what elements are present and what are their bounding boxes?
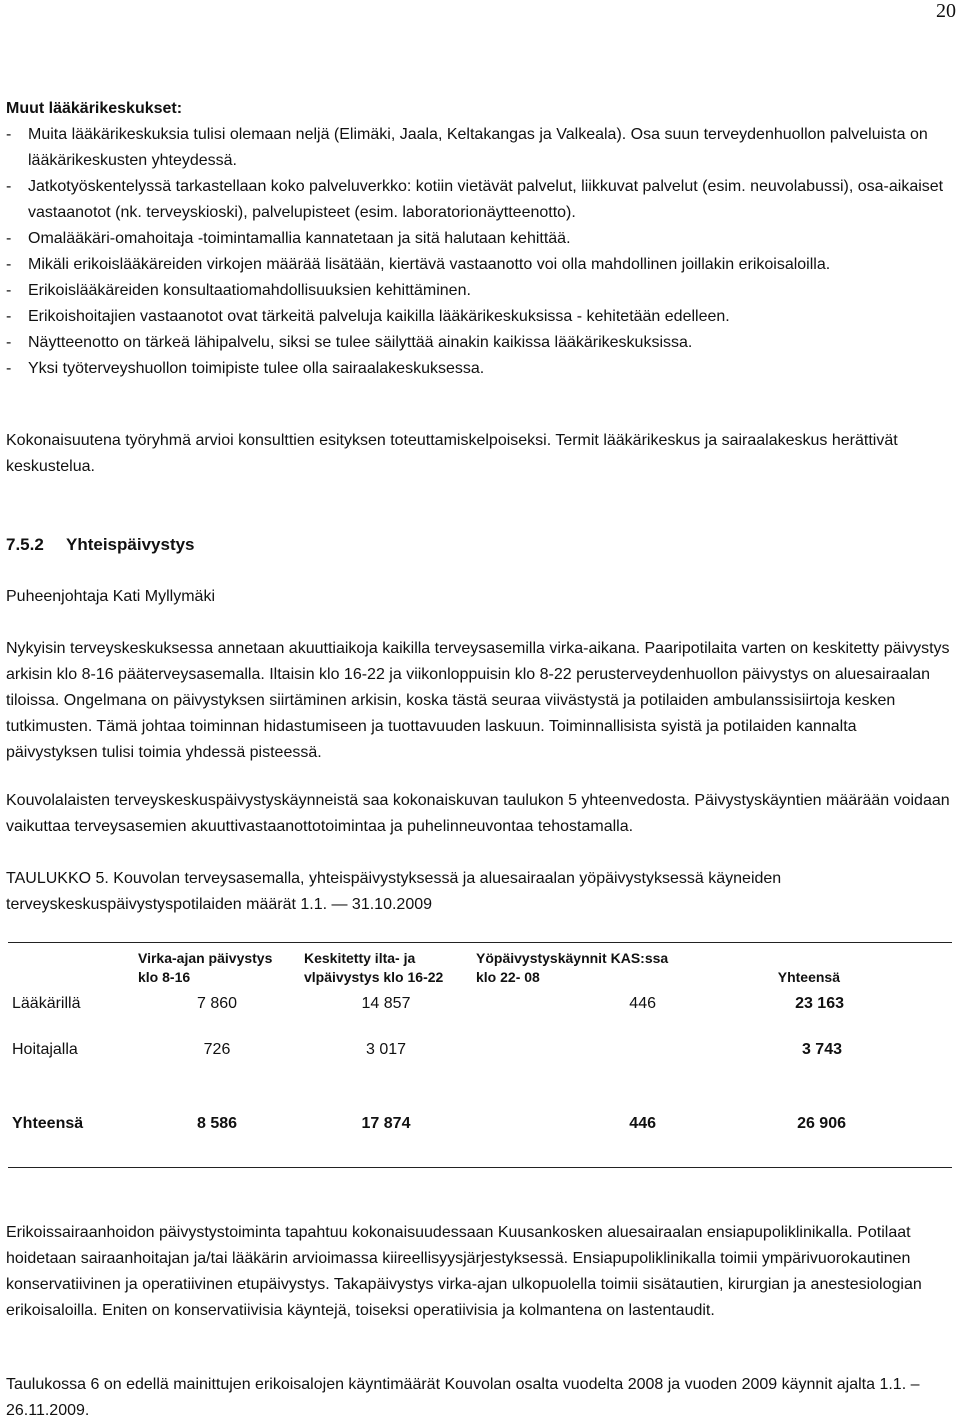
bullet-item bbox=[6, 356, 952, 382]
cell-value: 446 bbox=[629, 1115, 656, 1132]
bullet-text: Näytteenotto on tärkeä lähipalvelu, siksi se tulee säilyttää ainakin kaikissa lääkärikeskuksissa. bbox=[28, 334, 693, 351]
muut-heading: Muut lääkärikeskukset: bbox=[6, 100, 183, 117]
paragraph-text: Nykyisin terveyskeskuksessa annetaan akuuttiaikoja kaikilla terveysasemilla virka-aikana. Paaripotilaita varten on keskitetty päivystys arkisin klo 8-16 pääterveysasemalla. Iltaisin klo 16-22 ja viikonloppuisin klo 8-22 perusterveydenhuollon päivystys on aluesairaalan tiloissa. Ongelmana on päivystyksen siirtäminen arkisin, koska tästä seuraa viivästystä ja potilaiden ambulanssisiirtoja kesken tutkimusten. Tämä johtaa toiminnan hidastumiseen ja tuottavuuden laskuun. Toiminnallisista syistä ja potilaiden kannalta päivystyksen tulisi toimia yhdessä pisteessä. bbox=[6, 640, 950, 761]
paragraph-taulukossa bbox=[6, 1372, 952, 1424]
bullet-text: Yksi työterveyshuollon toimipiste tulee olla sairaalakeskuksessa. bbox=[28, 360, 485, 377]
bullet-text: Mikäli erikoislääkäreiden virkojen määrää lisätään, kiertävä vastaanotto voi olla mahdollinen joillakin erikoisaloilla. bbox=[28, 256, 831, 273]
bullet-item bbox=[6, 174, 952, 226]
table-row bbox=[8, 989, 952, 1019]
cell-total: 26 906 bbox=[797, 1115, 846, 1132]
cell-value bbox=[472, 1019, 762, 1081]
bullet-text: Muita lääkärikeskuksia tulisi olemaan neljä (Elimäki, Jaala, Keltakangas ja Valkeala). Osa suun terveydenhuollon palveluista on lääkärikeskusten yhteydessä. bbox=[28, 126, 928, 169]
row-label: Hoitajalla bbox=[12, 1041, 78, 1058]
bullet-dash: - bbox=[6, 126, 12, 143]
cell-value: 446 bbox=[629, 995, 656, 1012]
paragraph-text: Erikoissairaanhoidon päivystystoiminta tapahtuu kokonaisuudessaan Kuusankosken aluesairaalan ensiapupoliklinikalla. Potilaat hoidetaan sairaanhoitajan ja/tai lääkärin arvioimassa kiireellisyysjärjestyksessä. Ensiapupoliklinikalla toimii ympärivuorokautinen konservatiivinen ja operatiivinen etupäivystys. Takapäivystys virka-ajan ulkopuolella toimii sisätautien, kirurgian ja anestesiologian erikoisaloilla. Eniten on konservatiivisia käyntejä, toiseksi operatiivisia ja kolmantena on lastentaudit. bbox=[6, 1224, 922, 1319]
bullet-dash: - bbox=[6, 334, 12, 351]
bullet-item bbox=[6, 252, 952, 278]
header-keskitetty: Keskitetty ilta- ja vlpäivystys klo 16-22 bbox=[304, 950, 444, 985]
cell-value: 7 860 bbox=[196, 995, 238, 1012]
bullet-text: Jatkotyöskentelyssä tarkastellaan koko palveluverkko: kotiin vietävät palvelut, liikkuvat palvelut (esim. neuvolabussi), osa-aikaiset vastaanotot (nk. terveyskioski), palvelupisteet (esim. laboratorionäytteenotto). bbox=[28, 178, 944, 221]
header-virka-ajan: Virka-ajan päivystys klo 8-16 bbox=[138, 950, 273, 985]
table-caption bbox=[6, 866, 952, 918]
header-yopaivystys: Yöpäivystyskäynnit KAS:ssa klo 22- 08 bbox=[476, 950, 669, 985]
bullet-dash: - bbox=[6, 308, 12, 325]
table-row bbox=[8, 1019, 952, 1081]
data-table bbox=[8, 942, 952, 1168]
table-header-row bbox=[8, 943, 952, 990]
bullet-item bbox=[6, 226, 952, 252]
row-label: Yhteensä bbox=[12, 1115, 84, 1132]
cell-total: 23 163 bbox=[795, 995, 844, 1012]
muut-section bbox=[6, 96, 952, 382]
bullet-item bbox=[6, 122, 952, 174]
bullet-dash: - bbox=[6, 360, 12, 377]
chair-text: Puheenjohtaja Kati Myllymäki bbox=[6, 588, 215, 605]
bullet-dash: - bbox=[6, 282, 12, 299]
cell-value: 8 586 bbox=[196, 1115, 238, 1132]
bullet-item bbox=[6, 304, 952, 330]
cell-value: 14 857 bbox=[361, 995, 411, 1012]
bullet-dash: - bbox=[6, 178, 12, 195]
header-empty bbox=[8, 943, 134, 990]
paragraph-text: Kouvolalaisten terveyskeskuspäivystyskäynneistä saa kokonaiskuvan taulukon 5 yhteenvedosta. Päivystyskäyntien määrään voidaan vaikuttaa terveysasemien akuuttivastaanottotoimintaa ja puhelinneuvontaa tehostamalla. bbox=[6, 792, 950, 835]
paragraph-erikoissairaanhoidon bbox=[6, 1220, 952, 1324]
section-number: 7.5.2 bbox=[6, 535, 44, 554]
paragraph-text: Taulukossa 6 on edellä mainittujen erikoisalojen käyntimäärät Kouvolan osalta vuodelta 2008 ja vuoden 2009 käynnit ajalta 1.1. – 26.11.2009. bbox=[6, 1376, 920, 1419]
paragraph-text: Kokonaisuutena työryhmä arvioi konsulttien esityksen toteuttamiskelpoiseksi. Termit lääkärikeskus ja sairaalakeskus herättivät keskustelua. bbox=[6, 432, 898, 475]
cell-value: 3 017 bbox=[365, 1041, 407, 1058]
chair-line bbox=[6, 584, 952, 610]
page-number: 20 bbox=[936, 0, 956, 22]
row-label: Lääkärillä bbox=[12, 995, 81, 1012]
cell-value: 726 bbox=[203, 1041, 231, 1058]
bullet-text: Erikoislääkäreiden konsultaatiomahdollisuuksien kehittäminen. bbox=[28, 282, 471, 299]
paragraph-nykyisin bbox=[6, 636, 952, 766]
table-row bbox=[8, 1081, 952, 1168]
bullet-text: Omalääkäri-omahoitaja -toimintamallia kannatetaan ja sitä halutaan kehittää. bbox=[28, 230, 571, 247]
cell-total: 3 743 bbox=[801, 1041, 842, 1058]
bullet-dash: - bbox=[6, 256, 12, 273]
bullet-item bbox=[6, 278, 952, 304]
kokonaisuutena-paragraph bbox=[6, 428, 952, 480]
bullet-text: Erikoishoitajien vastaanotot ovat tärkeitä palveluja kaikilla lääkärikeskuksissa - kehitetään edelleen. bbox=[28, 308, 730, 325]
cell-value: 17 874 bbox=[361, 1115, 411, 1132]
bullet-dash: - bbox=[6, 230, 12, 247]
section-title: Yhteispäivystys bbox=[66, 535, 195, 554]
paragraph-kouvolalaisten bbox=[6, 788, 952, 840]
header-yhteensa: Yhteensä bbox=[777, 969, 840, 985]
section-heading bbox=[6, 532, 952, 558]
bullet-item bbox=[6, 330, 952, 356]
caption-text: TAULUKKO 5. Kouvolan terveysasemalla, yhteispäivystyksessä ja aluesairaalan yöpäivystyksessä käyneiden terveyskeskuspäivystyspotilaiden määrät 1.1. — 31.10.2009 bbox=[6, 870, 782, 913]
